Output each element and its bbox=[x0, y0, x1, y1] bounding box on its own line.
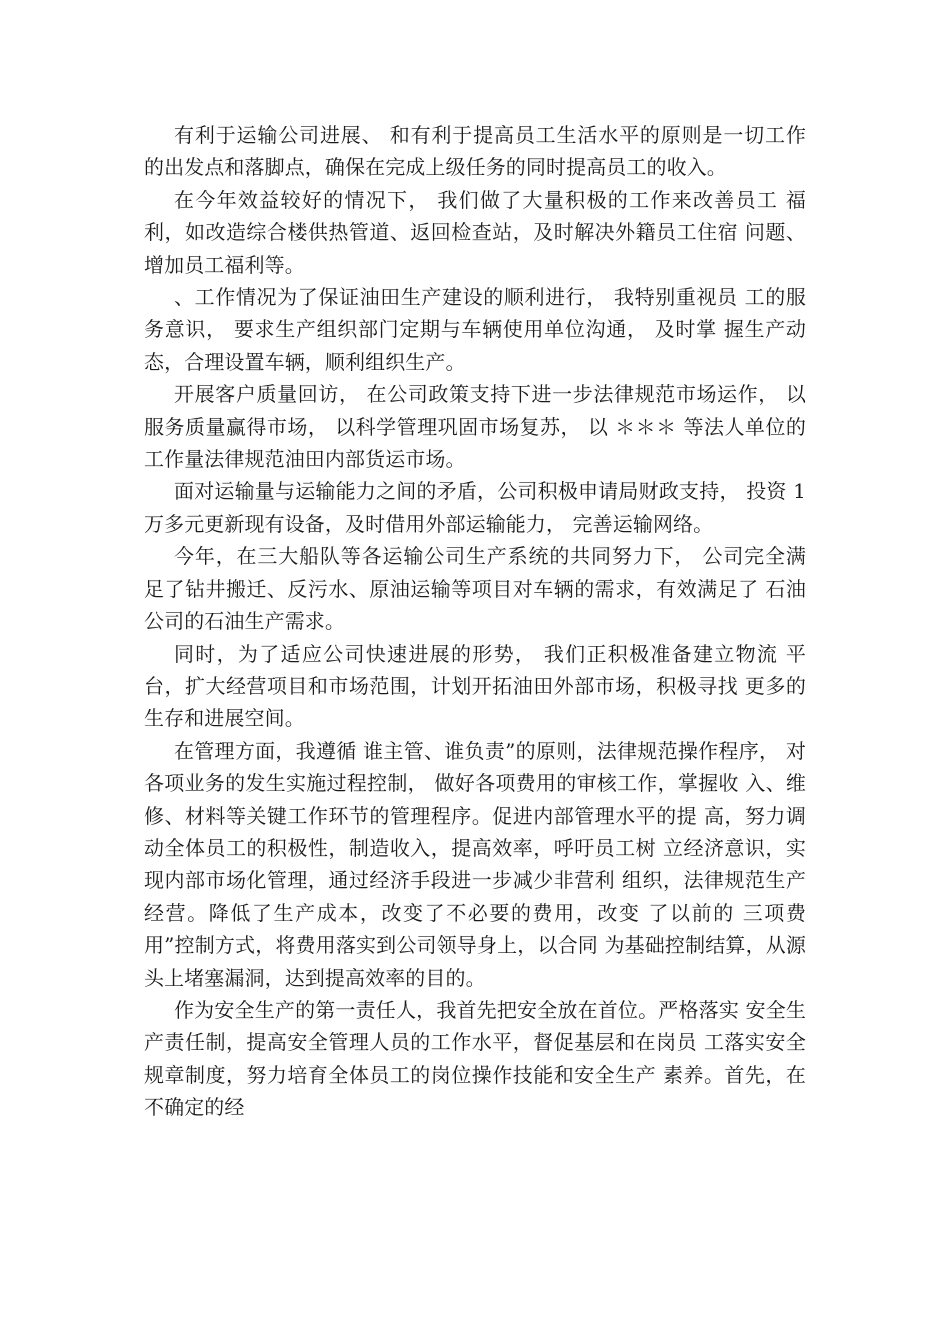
paragraph-9: 作为安全生产的第一责任人，我首先把安全放在首位。严格落实 安全生产责任制，提高安全管理人员的工作水平，督促基层和在岗员 工落实安全规章制度，努力培育全体员工的岗位操作技能和安全生产 素养。首先，在不确定的经 bbox=[144, 997, 806, 1120]
paragraph-4: 开展客户质量回访， 在公司政策支持下进一步法律规范市场运作， 以 服务质量赢得市场， 以科学管理巩固市场复苏， 以 ＊＊＊ 等法人单位的 工作量法律规范油田内部货运市场。 bbox=[144, 382, 806, 472]
paragraph-7: 同时，为了适应公司快速进展的形势， 我们正积极准备建立物流 平台，扩大经营项目和市场范围，计划开拓油田外部市场，积极寻找 更多的生存和进展空间。 bbox=[144, 641, 806, 731]
paragraph-5: 面对运输量与运输能力之间的矛盾，公司积极申请局财政支持， 投资 1万多元更新现有设备，及时借用外部运输能力， 完善运输网络。 bbox=[144, 479, 806, 536]
paragraph-3: 、工作情况为了保证油田生产建设的顺利进行， 我特别重视员 工的服务意识， 要求生产组织部门定期与车辆使用单位沟通， 及时掌 握生产动态，合理设置车辆，顺利组织生产。 bbox=[144, 285, 806, 374]
document-body bbox=[144, 119, 806, 1124]
paragraph-2: 在今年效益较好的情况下， 我们做了大量积极的工作来改善员工 福利，如改造综合楼供热管道、返回检查站，及时解决外籍员工住宿 问题、增加员工福利等。 bbox=[144, 187, 806, 277]
paragraph-8: 在管理方面，我遵循 谁主管、谁负责”的原则，法律规范操作程序， 对各项业务的发生实施过程控制， 做好各项费用的审核工作，掌握收 入、维修、材料等关键工作环节的管理程序。促进内部管理水平的提 高，努力调动全体员工的积极性，制造收入，提高效率，呼吁员工树 立经济意识，实现内部市场化管理，通过经济手段进一步减少非营利 组织，法律规范生产经营。降低了生产成本，改变了不必要的费用，改变 了以前的 三项费用”控制方式，将费用落实到公司领导身上，以合同 为基础控制结算，从源头上堵塞漏洞，达到提高效率的目的。 bbox=[144, 738, 806, 990]
paragraph-6: 今年，在三大船队等各运输公司生产系统的共同努力下， 公司完全满 足了钻井搬迁、反污水、原油运输等项目对车辆的需求，有效满足了 石油公司的石油生产需求。 bbox=[144, 544, 806, 634]
paragraph-1: 有利于运输公司进展、 和有利于提高员工生活水平的原则是一切工作 的出发点和落脚点，确保在完成上级任务的同时提高员工的收入。 bbox=[144, 123, 806, 180]
